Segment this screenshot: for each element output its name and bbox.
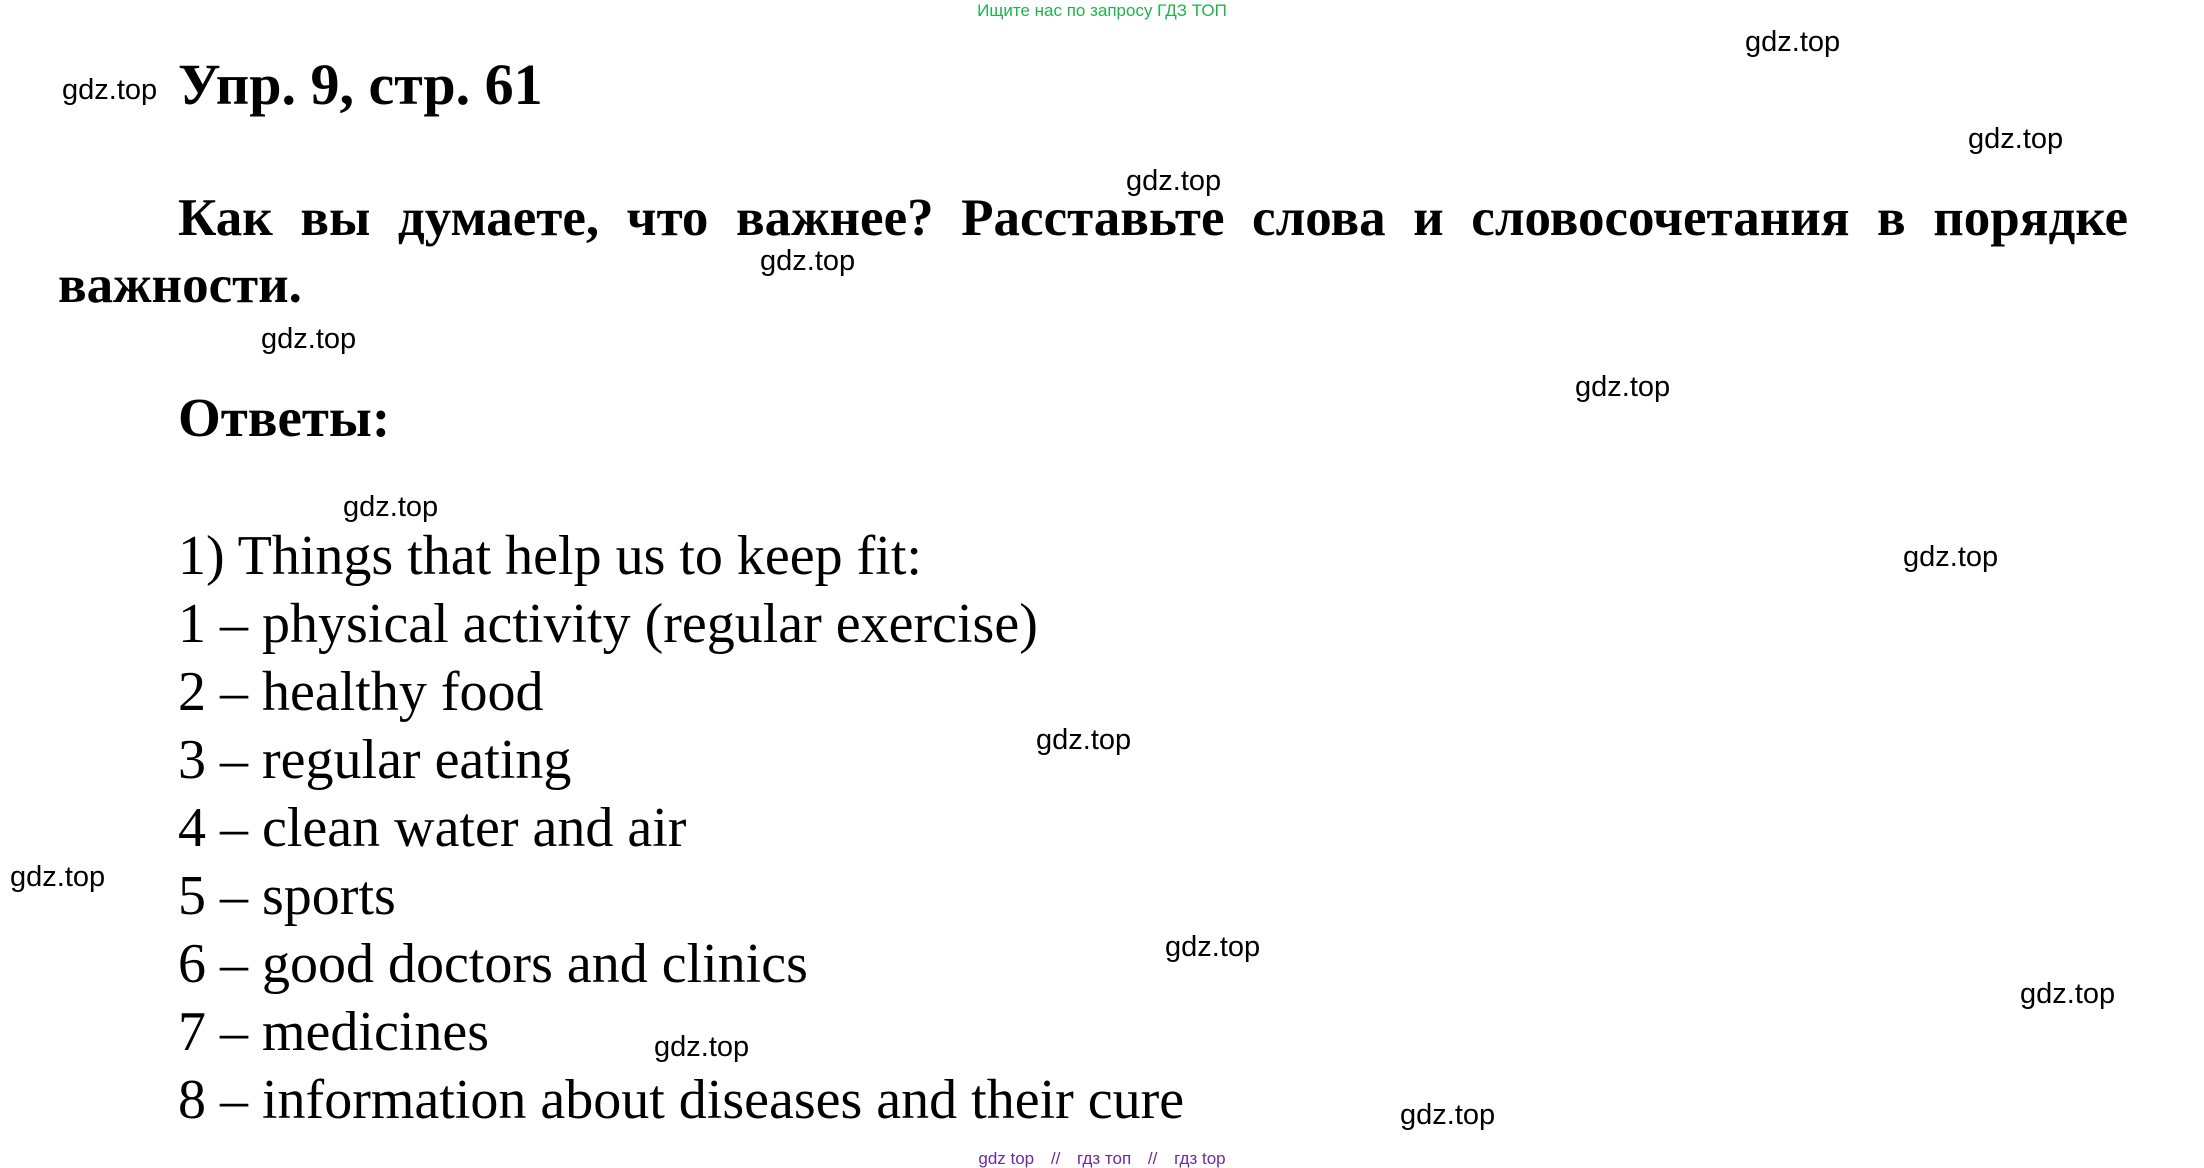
footer-link[interactable]: гдз топ [1077,1149,1132,1168]
watermark: gdz.top [1745,26,1841,58]
watermark: gdz.top [1126,165,1222,197]
watermark: gdz.top [1575,371,1671,403]
watermark: gdz.top [343,491,439,523]
footer-link[interactable]: gdz top [978,1149,1035,1168]
watermark: gdz.top [654,1031,750,1063]
footer-link[interactable]: гдз top [1174,1149,1226,1168]
watermark: gdz.top [1968,123,2064,155]
top-banner-link[interactable]: Ищите нас по запросу ГДЗ ТОП [977,1,1227,20]
answer-line: 1) Things that help us to keep fit: [178,525,922,587]
answer-line: 5 – sports [178,865,396,927]
answer-line: 3 – regular eating [178,729,572,791]
watermark: gdz.top [261,323,357,355]
watermark: gdz.top [62,74,158,106]
answer-line: 4 – clean water and air [178,797,687,859]
footer-links [0,1150,2204,1167]
answer-line: 2 – healthy food [178,661,544,723]
answer-line: 8 – information about diseases and their cure [178,1069,1185,1131]
watermark: gdz.top [760,245,856,277]
watermark: gdz.top [1400,1099,1496,1131]
answer-list [178,522,1184,1134]
answers-heading: Ответы: [178,387,391,448]
footer-separator: // [1147,1149,1158,1168]
task-text: Как вы думаете, что важнее? Расставьте слова и словосочетания в порядке важности. [58,189,2128,314]
watermark: gdz.top [10,861,106,893]
answer-line: 6 – good doctors and clinics [178,933,808,995]
answer-line: 7 – medicines [178,1001,490,1063]
watermark: gdz.top [1903,541,1999,573]
answer-line: 1 – physical activity (regular exercise) [178,593,1038,655]
watermark: gdz.top [1165,931,1261,963]
footer-separator: // [1050,1149,1061,1168]
watermark: gdz.top [2020,978,2116,1010]
exercise-title: Упр. 9, стр. 61 [178,52,543,117]
watermark: gdz.top [1036,724,1132,756]
